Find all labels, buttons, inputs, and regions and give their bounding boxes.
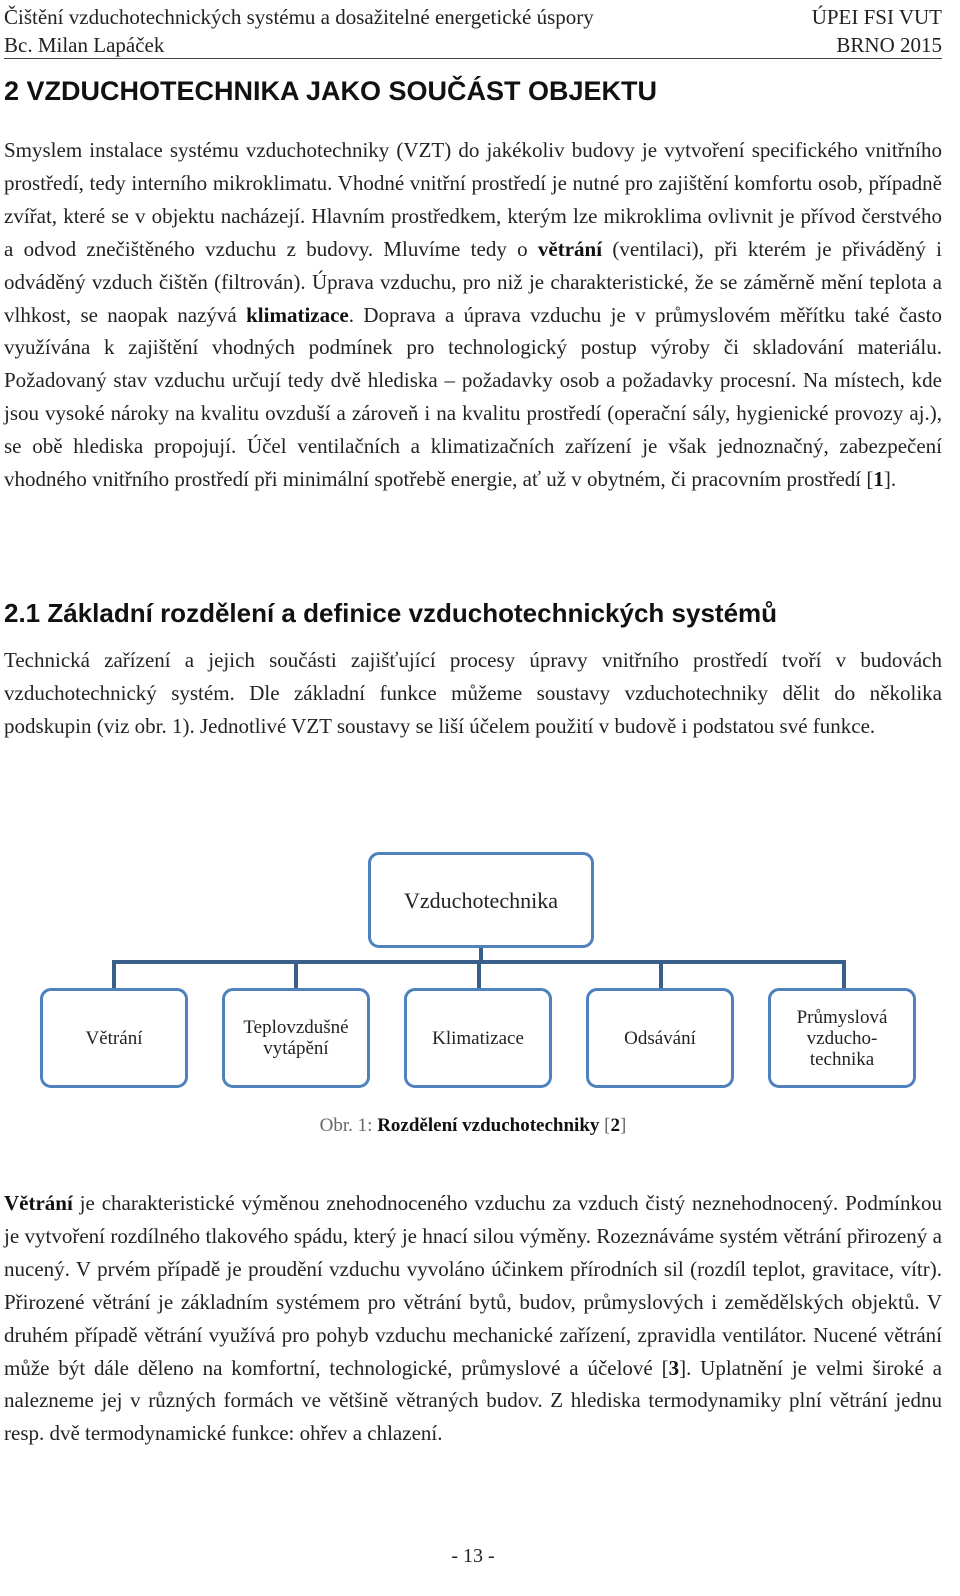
institute: ÚPEI FSI VUT	[811, 5, 942, 29]
connector-child-2	[294, 960, 298, 990]
diagram-child-label: technika	[809, 1048, 875, 1070]
caption-title: Rozdělení vzduchotechniky	[377, 1115, 600, 1136]
diagram-child-box	[404, 988, 552, 1088]
caption-ref-open: [	[599, 1115, 611, 1136]
term-vetrani: větrání	[537, 236, 603, 261]
header-line-1	[4, 5, 942, 29]
citation-ref: 1	[873, 467, 884, 492]
connector-child-3	[477, 960, 481, 990]
diagram-child-label: vytápění	[263, 1038, 329, 1059]
diagram-child-label: Klimatizace	[432, 1027, 524, 1049]
diagram-root-label: Vzduchotechnika	[404, 887, 558, 913]
connector-child-5	[842, 960, 846, 990]
connector-child-1	[112, 960, 116, 990]
text-run: . Doprava a úprava vzduchu je v průmyslovém měřítku také často využívána k zajištění vhodných podmínek pro technologický postup výroby či skladování materiálu. Požadovaný stav vzduchu určují tedy dvě hlediska – požadavky osob a požadavky procesní. Na místech, kde jsou vysoké nároky na kvalitu ovzduší a zároveň i na kvalitu prostředí (operační sály, hygienické provozy aj.), se obě hlediska propojují. Účel ventilačních a klimatizačních zařízení je však jednoznačný, zabezpečení vhodného vnitřního prostředí při minimální spotřebě energie, ať už v obytném, či pracovním prostředí [	[4, 302, 942, 492]
page-number: - 13 -	[451, 1545, 495, 1567]
author: Bc. Milan Lapáček	[4, 33, 165, 57]
subsection-heading: 2.1 Základní rozdělení a definice vzduchotechnických systémů	[4, 598, 778, 628]
diagram-root-box	[368, 852, 594, 948]
text-run: Smyslem instalace systému vzduchotechniky (VZT) do jakékoliv budovy je vytvoření specifického vnitřního prostředí, tedy interního mikroklimatu. Vhodné vnitřní prostředí je nutné pro zajištění komfortu osob, případně zvířat, které se v objektu nacházejí. Hlavním prostředkem, kterým lze mikroklima ovlivnit je přívod čerstvého a odvod znečištěného vzduchu z budovy. Mluvíme tedy o	[4, 138, 942, 261]
classification-diagram	[0, 840, 960, 1110]
thesis-title: Čištění vzduchotechnických systému a dosažitelné energetické úspory	[4, 5, 594, 29]
text-run: je charakteristické výměnou znehodnoceného vzduchu za vzduch čistý neznehodnocený. Podmínkou je vytvoření rozdílného tlakového spádu, který je hnací silou výměny. Rozeznáváme systém větrání přirozený a nucený. V prvém případě je proudění vzduchu vyvoláno účinkem přírodních sil (rozdíl teplot, gravitace, vítr). Přirozené větrání je základním systémem pro větrání bytů, budov, průmyslových i zemědělských objektů. V druhém případě větrání využívá pro pohyb vzduchu mechanické zařízení, zpravidla ventilátor. Nucené větrání může být dále děleno na komfortní, technologické, průmyslové a účelové [	[4, 1191, 942, 1380]
caption-prefix: Obr. 1:	[319, 1115, 378, 1136]
diagram-child-box	[586, 988, 734, 1088]
caption-ref-close: ]	[619, 1115, 627, 1136]
diagram-child-label: Odsávání	[624, 1027, 696, 1049]
diagram-child-box	[222, 988, 370, 1088]
term-vetrani: Větrání	[4, 1191, 73, 1215]
text-run: ]. Uplatnění je velmi široké a nalezneme jej v různých formách ve většině větraných budov. Z hlediska termodynamiky plní větrání jednu resp. dvě termodynamické funkce: ohřev a chlazení.	[4, 1355, 942, 1446]
citation-ref: 3	[668, 1355, 680, 1380]
figure-caption	[0, 1114, 946, 1138]
connector-child-4	[659, 960, 663, 990]
diagram-child-label: Větrání	[85, 1027, 143, 1049]
subsection-paragraph: Technická zařízení a jejich součásti zajišťující procesy úpravy vnitřního prostředí tvoří v budovách vzduchotechnický systém. Dle základní funkce můžeme soustavy vzduchotechniky dělit do několika podskupin (viz obr. 1). Jednotlivé VZT soustavy se liší účelem použití v budově i podstatou své funkce.	[4, 648, 942, 738]
diagram-child-label: Průmyslová	[796, 1006, 888, 1028]
term-klimatizace: klimatizace	[246, 302, 349, 327]
diagram-child-box	[768, 988, 916, 1088]
header-divider	[4, 58, 942, 59]
text-run: (ventilaci), při kterém je přiváděný i odváděný vzduch čištěn (filtrován). Úprava vzduchu, pro niž je charakteristické, že se záměrně mění teplota a vlhkost, se naopak nazývá	[4, 236, 942, 327]
diagram-child-label: Teplovzdušné	[243, 1017, 349, 1038]
diagram-child-box	[40, 988, 188, 1088]
text-run: ].	[883, 467, 897, 492]
caption-ref: 2	[610, 1115, 620, 1136]
header-line-2	[4, 33, 942, 57]
place-year: BRNO 2015	[836, 33, 942, 57]
section-paragraph	[4, 134, 942, 496]
ventilation-paragraph	[4, 1187, 942, 1450]
section-heading: 2 VZDUCHOTECHNIKA JAKO SOUČÁST OBJEKTU	[4, 76, 658, 106]
diagram-child-label: vzducho-	[806, 1027, 878, 1049]
